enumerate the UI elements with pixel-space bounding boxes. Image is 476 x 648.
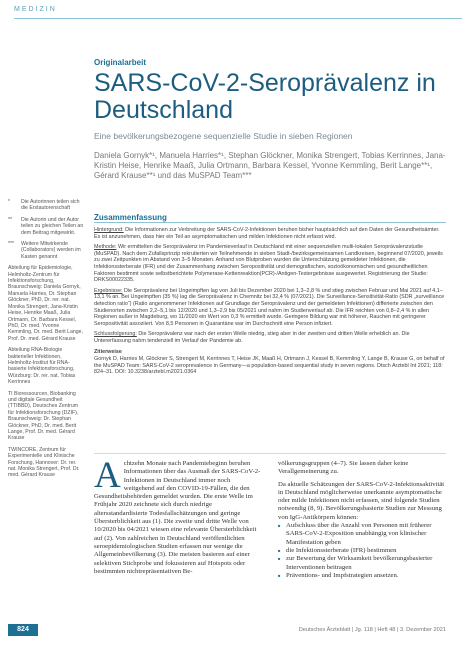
body-rule bbox=[94, 453, 446, 454]
page-number: 824 bbox=[8, 624, 38, 636]
affiliation: TWINCORE, Zentrum für Experimentelle und Klinische Forschung, Hannover: Dr. rer. nat. Monika Strengert, Prof. Dr. med. Gérard Krause bbox=[8, 446, 80, 479]
author-list: Daniela Gornyk*¹, Manuela Harries*¹, Stephan Glöckner, Monika Strengert, Tobias Kerrinnes, Jana-Kristin Heise, Henrike Maaß, Julia Ortmann, Barbara Kessel, Yvonne Kemmling, Berit Lange**¹, Gérard Krause**¹ und das MuSPAD Team*** bbox=[94, 151, 446, 180]
footnote-mark: * bbox=[8, 199, 11, 205]
bullet-list bbox=[278, 522, 446, 580]
conclusion-label: Schlussfolgerung: bbox=[94, 331, 137, 338]
article-title: SARS-CoV-2-Seroprävalenz in Deutschland bbox=[94, 69, 436, 124]
body-text-left: chtzehn Monate nach Pandemiebeginn beruhen Informationen über das Ausmaß der SARS-CoV-2-Infektionen in Deutschland immer noch weitgehend auf den COVID-19-Fällen, die den Gesundheitsbehörden gemeldet wurden. Die erste Welle im Frühjahr 2020 zeichnete sich durch niedrige altersstandardisierte Todesfallschätzungen und geringe Übersterblichkeit aus (1). Die zweite und dritte Welle von 10/2020 bis 04/2021 wiesen eine relevante Übersterblichkeit auf (2). Von zahlreichen in Deutschland veröffentlichten seroepidemiologischen Studien erfassen nur wenige die Allgemeinbevölkerung (3). Die meisten basieren auf einer selektiven Stichprobe und fokussieren auf Hotspots oder bestimmten nichtrepräsentativen Be- bbox=[94, 460, 261, 575]
results-text: Die Seroprävalenz bei Ungeimpften lag von Juli bis Dezember 2020 bei 1,3–2,8 % und stieg zwischen Februar und Mai 2021 auf 4,1–13,1 % an. Bei Ungeimpften (35 %) lag die Seroprävalenz in Chemnitz bei 32,4 % (07/2021). Die Surveillance-Sensitivität-Ratio (SDR „surveillance detection ratio“) (Ratio angenommener Infektionen auf Grundlage der Seroprävalenz und der gemeldeten Infektionen) differierte zwischen den Studienorten zwischen 2,2–5,1 bis 12/2020 und 1,3–2,9 bis 05/2021 und nahm im Studienverlauf ab. Die IFR reichten von 0,8–2,4 % in allen Regionen außer in Magdeburg, wo 11/2020 ein Wert von 0,3 % ermittelt wurde. Geringere Bildung war mit höherer, Rauchen mit geringerer Seropositivität assoziiert. Von 8,5 Personen in Quarantäne war im Durchschnitt eine Person infiziert. bbox=[94, 287, 445, 327]
body-text-right: Da aktuelle Schätzungen der SARS-CoV-2-Infektionsaktivität in Deutschland möglicherweise unerkannte asymptomatische oder milde Infektionen nicht erfassen, sind folgende Studien notwendig (8, 9). Bevölkerungsbasierte Studien zur Messung von IgG-Antikörpern können: bbox=[278, 480, 445, 521]
journal-footer: Deutsches Ärzteblatt | Jg. 118 | Heft 48 | 3. Dezember 2021 bbox=[298, 627, 446, 633]
sidebar-notes bbox=[8, 199, 84, 484]
summary-methods bbox=[94, 244, 446, 284]
affiliation: Abteilung für Epidemiologie, Helmholtz-Zentrum für Infektionsforschung, Braunschweig: Daniela Gornyk, Manuela Harries, Dr. Stephan Glöckner, PhD, Dr. rer. nat. Monika Strengert, Jana-Kristin Heise, Henrike Maaß, Julia Ortmann, Dr. Barbara Kessel, PhD, Dr. med. Yvonne Kemmling, Dr. med. Berit Lange, Prof. Dr. med. Gérard Krause bbox=[8, 265, 83, 342]
background-label: Hintergrund: bbox=[94, 227, 124, 233]
summary-rule bbox=[94, 222, 446, 223]
summary-heading: Zusammenfassung bbox=[94, 213, 167, 222]
body-column-right bbox=[278, 460, 446, 580]
body-column-left bbox=[94, 455, 262, 576]
top-rule bbox=[14, 18, 462, 19]
list-item: ■ die Infektionssterberate (IFR) bestimmen bbox=[286, 547, 446, 555]
drop-cap: A bbox=[94, 455, 121, 496]
methods-text: Wir ermittelten die Seroprävalenz im Pandemieverlauf in Deutschland mit einer sequenziellen multi-lokalen Seroprävalenzstudie (MuSPAD). Nach dem Zufallsprinzip rekrutierten wir Teilnehmende in sieben Stadt-/bezirksgemeinsamen Landkreisen, beginnend 07/2020, jeweils zu zwei Zeitpunkten im Abstand von 3–5 Monaten. Anhand von Blutproben wurden die Unterschätzung gemeldeter Infektionen, die Infektionssterberate (IFR) und der Zusammenhang zwischen Seropositivität und demografischen, sozioökonomischen und gesundheitlichen Faktoren bestimmt sowie selbstberichtete Polymerase-Kettenreaktion(PCR)-/Antigen-Testergebnisse ausgewertet. Registrierung der Studie: DRKS00022335. bbox=[94, 244, 443, 284]
footnote bbox=[8, 241, 84, 260]
body-text-continued: völkerungsgruppen (4–7). Sie lassen daher keine Verallgemeinerung zu. bbox=[278, 460, 409, 476]
summary-results bbox=[94, 288, 446, 328]
results-label: Ergebnisse: bbox=[94, 287, 123, 294]
affiliation: Abteilung RNA-Biologie bakterieller Infektionen, Helmholtz-Institut für RNA-basierte Infektionsforschung, Würzburg: Dr. rer. nat. Tobias Kerrinnes bbox=[8, 347, 76, 386]
footnote-mark: ** bbox=[8, 216, 13, 223]
footnote-text: Weitere Mitwirkende (Collaborators) werden im Kasten genannt bbox=[21, 241, 81, 260]
background-text: Die Informationen zur Verbreitung der SARS-CoV-2-Infektionen beruhen bisher hauptsächlich auf den Daten der Gesundheitsämter. Es ist anzunehmen, dass hier ein Teil an asymptomatischen und milden Infektionen nicht erfasst wird. bbox=[94, 227, 440, 240]
article-kind: Originalarbeit bbox=[94, 58, 147, 67]
citation-text: Gornyk D, Harries M, Glöckner S, Strengert M, Kerrinnes T, Heise JK, Maaß H, Ortmann J, Kessel B, Kemmling Y, Lange B, Krause G, on behalf of the MuSPAD Team: SARS-CoV-2 seroprevalence in Germany—a population-based sequential study in seven regions. Dtsch Arztebl Int 2021; 118: 824–31. DOI: 10.3238/arztebl.m2021.0364 bbox=[94, 356, 445, 376]
affiliation: TI Bioressourcen, Biobanking und digitale Gesundheit (TTIBBD), Deutsches Zentrum für Infektionsforschung (DZIF), Braunschweig: Dr. Stephan Glöckner, PhD, Dr. med. Berit Lange, Prof. Dr. med. Gérard Krause bbox=[8, 390, 79, 442]
section-label: MEDIZIN bbox=[14, 6, 57, 13]
footnote-text: Die Autorin und der Autor teilen zu gleichen Teilen an dem Beitrag mitgewirkt. bbox=[21, 216, 84, 236]
footnote-text: Die Autorinnen teilen sich die Erstautorenschaft bbox=[21, 199, 80, 212]
list-item: ■ Präventions- und Impfstrategien ansetzen. bbox=[286, 572, 446, 580]
methods-label: Methode: bbox=[94, 244, 117, 251]
article-subtitle: Eine bevölkerungsbezogene sequenzielle Studie in sieben Regionen bbox=[94, 131, 353, 141]
summary-conclusion bbox=[94, 331, 446, 344]
conclusion-text: Die Seroprävalenz war nach der ersten Welle niedrig, stieg aber in der zweiten und dritten Welle erheblich an. Die Untererfassung nahm tendenziell im Verlauf der Pandemie ab. bbox=[94, 331, 410, 344]
summary-box bbox=[94, 227, 446, 380]
list-item: ■ Aufschluss über die Anzahl von Personen mit früherer SARS-CoV-2-Exposition unabhängig von klinischer Manifestation geben bbox=[286, 522, 446, 547]
footnote bbox=[8, 217, 84, 236]
citation-heading: Zitierweise bbox=[94, 348, 122, 355]
footnote-mark: *** bbox=[8, 241, 15, 248]
summary-background bbox=[94, 227, 446, 240]
list-item: ■ zur Bewertung der Wirksamkeit bevölkerungsbasierter Interventionen beitragen bbox=[286, 555, 446, 572]
footnote bbox=[8, 199, 84, 212]
